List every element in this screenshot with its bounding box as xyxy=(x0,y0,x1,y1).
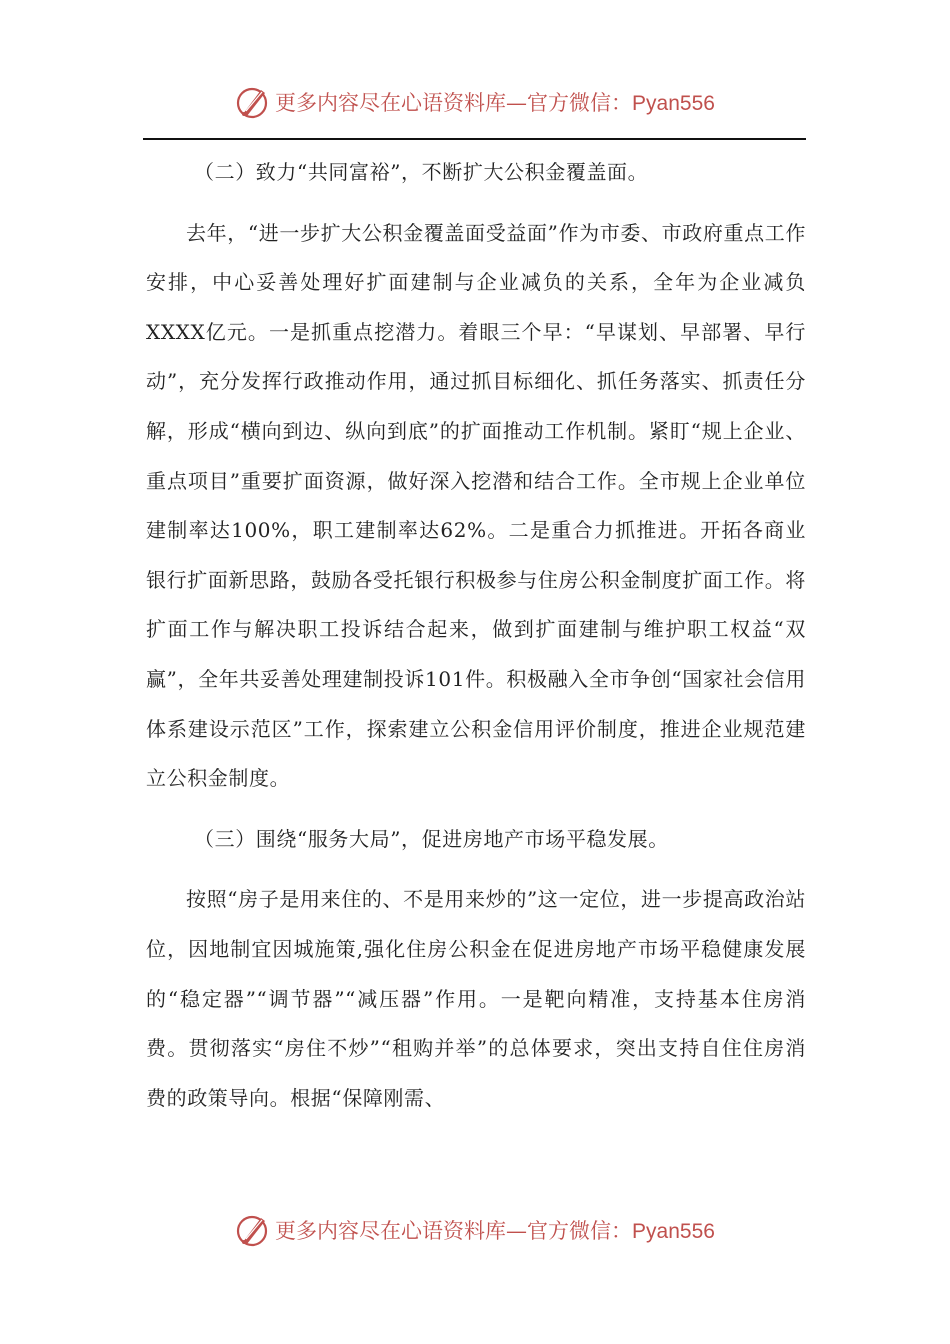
banner-text: 更多内容尽在心语资料库—官方微信：Pyan556 xyxy=(275,1219,715,1243)
section-paragraph: 去年，“进一步扩大公积金覆盖面受益面”作为市委、市政府重点工作安排，中心妥善处理好扩面建制与企业减负的关系，全年为企业减负XXXX亿元。一是抓重点挖潜力。着眼三个早：“早谋划、早部署、早行动”，充分发挥行政推动作用，通过抓目标细化、抓任务落实、抓责任分解，形成“横向到边、纵向到底”的扩面推动工作机制。紧盯“规上企业、重点项目”重要扩面资源，做好深入挖潜和结合工作。全市规上企业单位建制率达100%，职工建制率达62%。二是重合力抓推进。开拓各商业银行扩面新思路，鼓励各受托银行积极参与住房公积金制度扩面工作。将扩面工作与解决职工投诉结合起来，做到扩面建制与维护职工权益“双赢”，全年共妥善处理建制投诉101件。积极融入全市争创“国家社会信用体系建设示范区”工作，探索建立公积金信用评价制度，推进企业规范建立公积金制度。 xyxy=(146,220,806,791)
banner-text: 更多内容尽在心语资料库—官方微信：Pyan556 xyxy=(275,91,715,115)
header-banner xyxy=(0,80,950,124)
document-body xyxy=(146,148,806,1123)
section-paragraph: 按照“房子是用来住的、不是用来炒的”这一定位，进一步提高政治站位，因地制宜因城施策,强化住房公积金在促进房地产市场平稳健康发展的“稳定器”“调节器”“减压器”作用。一是靶向精准，支持基本住房消费。贯彻落实“房住不炒”“租购并举”的总体要求，突出支持自住住房消费的政策导向。根据“保障刚需、 xyxy=(146,887,806,1110)
footer-banner xyxy=(0,1208,950,1252)
wechat-id: Pyan556 xyxy=(632,1220,715,1243)
section-heading: （三）围绕“服务大局”，促进房地产市场平稳发展。 xyxy=(194,826,669,851)
wechat-id: Pyan556 xyxy=(632,92,715,115)
quill-logo-icon xyxy=(235,1212,271,1248)
header-rule xyxy=(143,138,806,140)
section-heading: （二）致力“共同富裕”，不断扩大公积金覆盖面。 xyxy=(194,160,649,184)
quill-logo-icon xyxy=(235,84,271,120)
